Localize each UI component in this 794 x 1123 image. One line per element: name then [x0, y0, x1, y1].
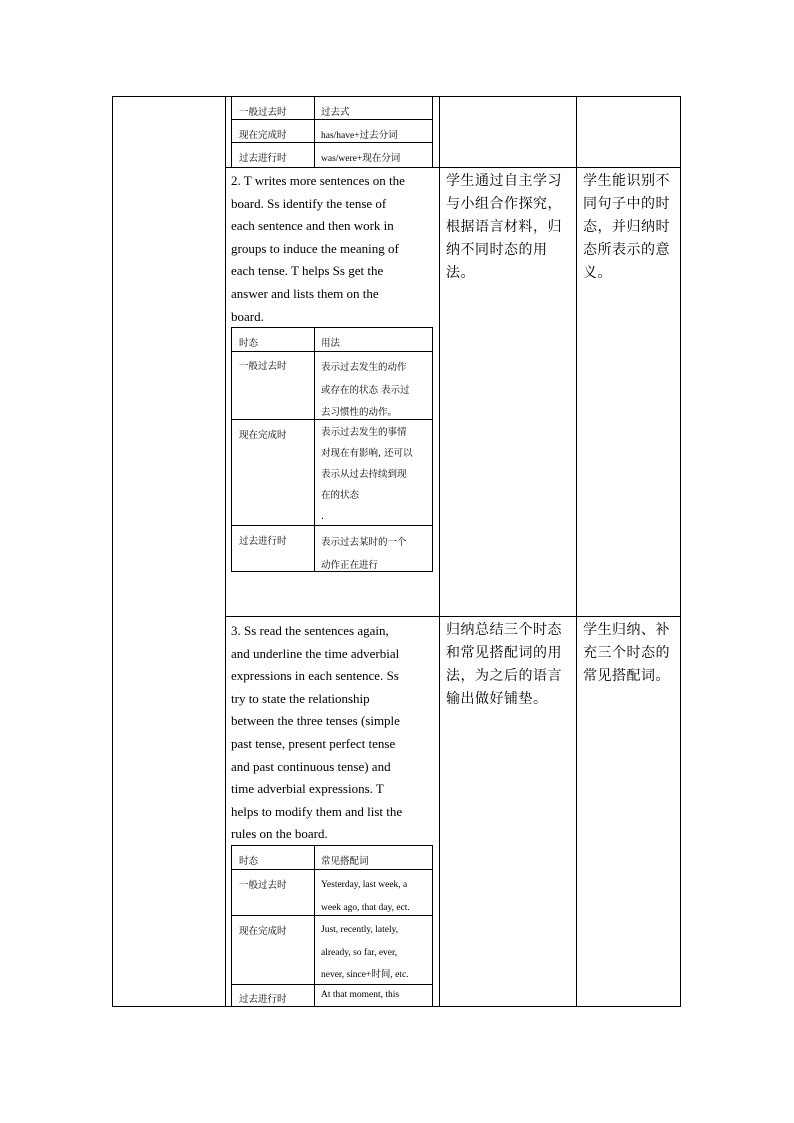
step3-effect: 学生归纳、补 充三个时态的 常见搭配词。	[583, 622, 670, 684]
step3-activity: 3. Ss read the sentences again, and underline the time adverbial expressions in each sentence. Ss try to state the relationship between the three tenses (simple past tense, present perfect tense and past continuous tense) and time adverbial expressions. T helps to modify them and list the rules on the board.	[231, 623, 403, 842]
table-cell: was/were+现在分词	[321, 154, 401, 164]
table-header-tense: 时态	[239, 856, 259, 867]
row-divider-2	[225, 616, 681, 617]
table-cell: has/have+过去分词	[321, 131, 398, 141]
step2-purpose: 学生通过自主学习 与小组合作探究， 根据语言材料，归 纳不同时态的用法。	[446, 173, 562, 281]
table-row: 现在完成时	[239, 130, 287, 141]
table-header-use: 用法	[321, 338, 341, 349]
table-row: 一般过去时	[239, 880, 287, 891]
outer-left-border	[112, 96, 113, 1007]
table-row: 过去进行时	[239, 994, 287, 1005]
table-cell: Just, recently, lately, already, so far, ever, never, since+时间, etc.	[321, 925, 409, 980]
table-row: 一般过去时	[239, 361, 287, 372]
table-cell: 表示过去某时的一个 动作正在进行	[321, 537, 407, 571]
outer-right-border	[680, 96, 681, 1007]
table-row: 现在完成时	[239, 430, 287, 441]
table-cell: 表示过去发生的动作 或存在的状态 表示过 去习惯性的动作。	[321, 362, 410, 418]
step2-effect: 学生能识别不 同句子中的时 态，并归纳时 态所表示的意 义。	[583, 173, 670, 281]
table-row: 过去进行时	[239, 536, 287, 547]
table-row: 现在完成时	[239, 926, 287, 937]
step2-activity: 2. T writes more sentences on the board. Ss identify the tense of each sentence and then work in groups to induce the meaning of each tense. T helps Ss get the answer and lists them on the board.	[231, 173, 405, 324]
table-cell: At that moment, this	[321, 990, 400, 1000]
table-cell: 过去式	[321, 107, 350, 118]
col-divider-3	[576, 96, 577, 1007]
table-cell: 表示过去发生的事情 对现在有影响, 还可以 表示从过去持续到现 在的状态 .	[321, 427, 413, 522]
table-row: 过去进行时	[239, 153, 287, 164]
step3-purpose: 归纳总结三个时态 和常见搭配词的用 法，为之后的语言 输出做好铺垫。	[446, 622, 562, 707]
table-cell: Yesterday, last week, a week ago, that day, ect.	[321, 880, 410, 913]
table-row: 一般过去时	[239, 107, 287, 118]
table-header-words: 常见搭配词	[321, 856, 369, 867]
col-divider-1	[225, 96, 226, 1007]
table-header-tense: 时态	[239, 338, 259, 349]
col-divider-2	[439, 96, 440, 1007]
